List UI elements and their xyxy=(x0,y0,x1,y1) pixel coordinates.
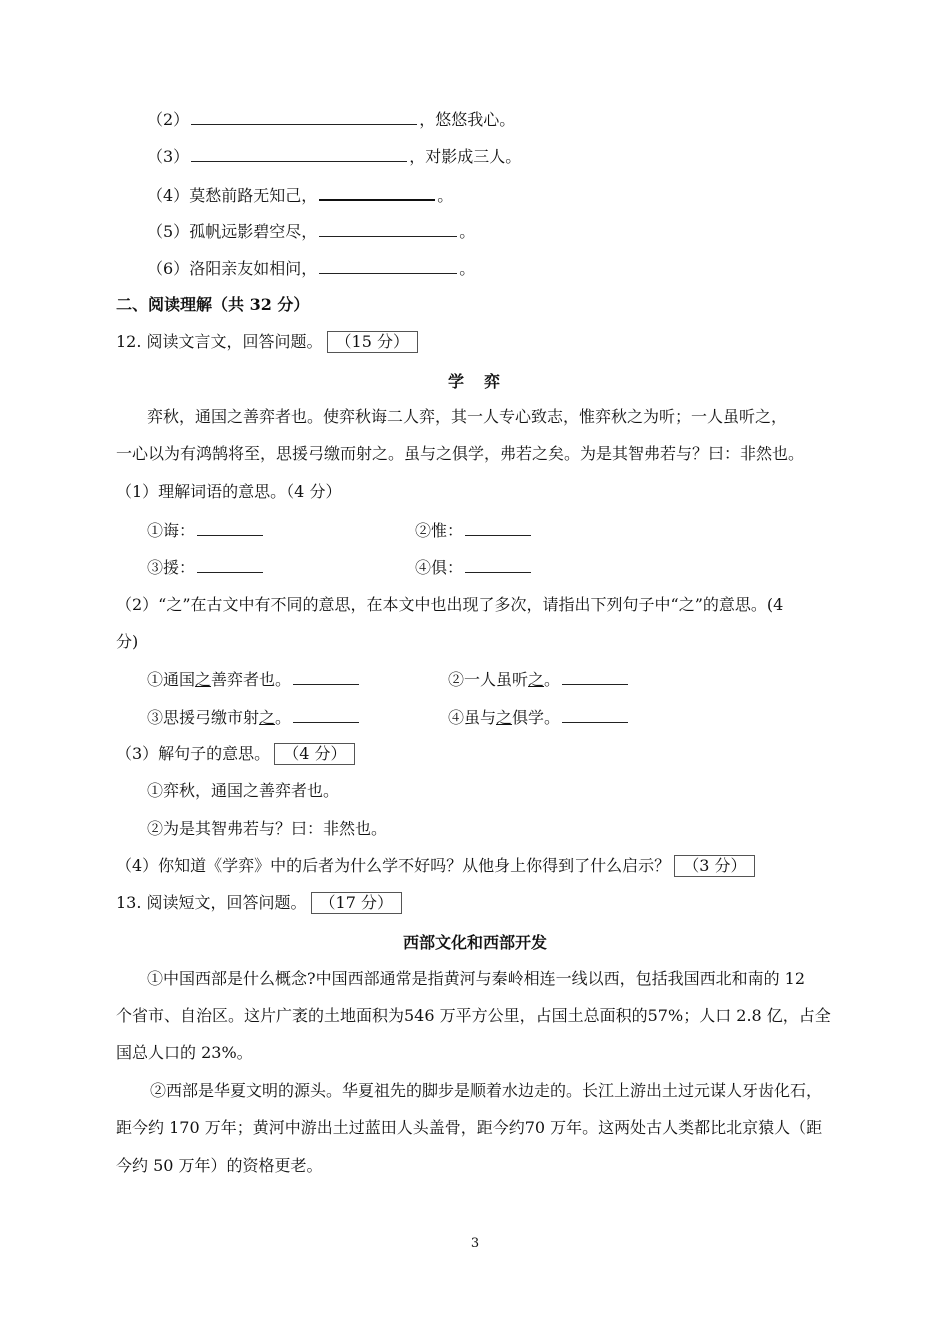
poem-text: 莫愁前路无知己， xyxy=(189,186,318,205)
passage-line: 个省市、自治区。这片广袤的土地面积为546 万平方公里，占国土总面积的57%；人口 2.8 亿，占全 xyxy=(116,1006,831,1025)
question-text: 12. 阅读文言文，回答问题。 xyxy=(116,332,323,351)
poem-text: 孤帆远影碧空尽， xyxy=(189,222,318,241)
zhi-item xyxy=(147,668,361,691)
passage-title: 西部文化和西部开发 xyxy=(402,933,547,952)
poem-text: ，对影成三人。 xyxy=(409,147,522,166)
sentence-item: ①弈秋，通国之善弈者也。 xyxy=(147,781,340,800)
item-number: （5） xyxy=(147,222,190,241)
vocab-label: ③援： xyxy=(147,558,196,577)
zhi-text: 。 xyxy=(275,708,292,727)
poem-line-6 xyxy=(147,257,475,280)
vocab-label: ①诲： xyxy=(147,521,196,540)
answer-blank[interactable] xyxy=(293,668,359,685)
question-text: （3）解句子的意思。 xyxy=(116,744,271,763)
passage-line: 距今约 170 万年；黄河中游出土过蓝田人头盖骨，距今约70 万年。这两处古人类都比北京猿人（距 xyxy=(116,1118,823,1137)
zhi-item xyxy=(448,706,630,729)
zhi-underlined: 之 xyxy=(528,670,545,689)
poem-text: 。 xyxy=(459,259,476,278)
sub-question-1: （1）理解词语的意思。（4 分） xyxy=(116,482,342,501)
zhi-text: ③思援弓缴市射 xyxy=(147,708,260,727)
question-12-stem xyxy=(116,331,418,353)
poem-text: 。 xyxy=(437,186,454,205)
zhi-item xyxy=(448,668,630,691)
vocab-item xyxy=(415,556,533,579)
poem-text: 。 xyxy=(459,222,476,241)
item-number: （4） xyxy=(147,186,190,205)
zhi-text: 。 xyxy=(544,670,561,689)
poem-line-2 xyxy=(147,108,515,131)
zhi-text: 俱学。 xyxy=(512,708,561,727)
score-box: （3 分） xyxy=(674,855,755,877)
page-number: 3 xyxy=(470,1236,480,1251)
poem-text: 洛阳亲友如相问， xyxy=(189,259,318,278)
answer-blank[interactable] xyxy=(191,108,417,125)
zhi-underlined: 之 xyxy=(259,708,276,727)
poem-line-3 xyxy=(147,145,521,168)
passage-line: 一心以为有鸿鹄将至，思援弓缴而射之。虽与之俱学，弗若之矣。为是其智弗若与？曰：非然也。 xyxy=(116,444,805,463)
zhi-text: 善弈者也。 xyxy=(211,670,292,689)
vocab-item xyxy=(415,519,533,542)
vocab-item xyxy=(147,519,265,542)
question-text: （4）你知道《学弈》中的后者为什么学不好吗？从他身上你得到了什么启示？ xyxy=(116,856,671,875)
passage-line: ①中国西部是什么概念?中国西部通常是指黄河与秦岭相连一线以西，包括我国西北和南的 12 xyxy=(147,969,806,988)
answer-blank[interactable] xyxy=(562,706,628,723)
score-box: （4 分） xyxy=(274,743,355,765)
answer-blank[interactable] xyxy=(465,519,531,536)
answer-blank[interactable] xyxy=(465,556,531,573)
passage-title: 学 弈 xyxy=(447,372,502,391)
item-number: （2） xyxy=(147,110,190,129)
passage-line: 弈秋，通国之善弈者也。使弈秋诲二人弈，其一人专心致志，惟弈秋之为听；一人虽听之， xyxy=(147,407,788,426)
answer-blank[interactable] xyxy=(197,519,263,536)
vocab-item xyxy=(147,556,265,579)
sub-question-4 xyxy=(116,855,755,877)
sentence-item: ②为是其智弗若与？曰：非然也。 xyxy=(147,819,388,838)
answer-blank[interactable] xyxy=(293,706,359,723)
poem-line-5 xyxy=(147,220,475,243)
answer-blank[interactable] xyxy=(319,220,457,237)
vocab-label: ②惟： xyxy=(415,521,464,540)
question-13-stem xyxy=(116,892,402,914)
score-box: （15 分） xyxy=(327,331,418,353)
poem-text: ，悠悠我心。 xyxy=(419,110,516,129)
zhi-underlined: 之 xyxy=(496,708,513,727)
sub-question-2: （2）“之”在古文中有不同的意思，在本文中也出现了多次，请指出下列句子中“之”的意思。(4 xyxy=(116,595,784,614)
answer-blank[interactable] xyxy=(191,145,407,162)
item-number: （3） xyxy=(147,147,190,166)
score-box: （17 分） xyxy=(311,892,402,914)
item-number: （6） xyxy=(147,259,190,278)
answer-blank[interactable] xyxy=(319,257,457,274)
poem-line-4 xyxy=(147,183,453,207)
passage-line: 今约 50 万年）的资格更老。 xyxy=(116,1156,323,1175)
sub-question-3 xyxy=(116,743,355,765)
answer-blank[interactable] xyxy=(197,556,263,573)
zhi-text: ①通国 xyxy=(147,670,196,689)
passage-line: 国总人口的 23%。 xyxy=(116,1043,253,1062)
section-heading: 二、阅读理解（共 32 分） xyxy=(116,295,310,314)
answer-blank[interactable] xyxy=(562,668,628,685)
passage-line: ②西部是华夏文明的源头。华夏祖先的脚步是顺着水边走的。长江上游出土过元谋人牙齿化石， xyxy=(150,1081,823,1100)
sub-question-2-cont: 分) xyxy=(116,632,139,651)
question-text: 13. 阅读短文，回答问题。 xyxy=(116,893,307,912)
zhi-text: ④虽与 xyxy=(448,708,497,727)
zhi-text: ②一人虽听 xyxy=(448,670,529,689)
vocab-label: ④俱： xyxy=(415,558,464,577)
answer-blank[interactable] xyxy=(319,183,435,201)
zhi-item xyxy=(147,706,361,729)
zhi-underlined: 之 xyxy=(195,670,212,689)
